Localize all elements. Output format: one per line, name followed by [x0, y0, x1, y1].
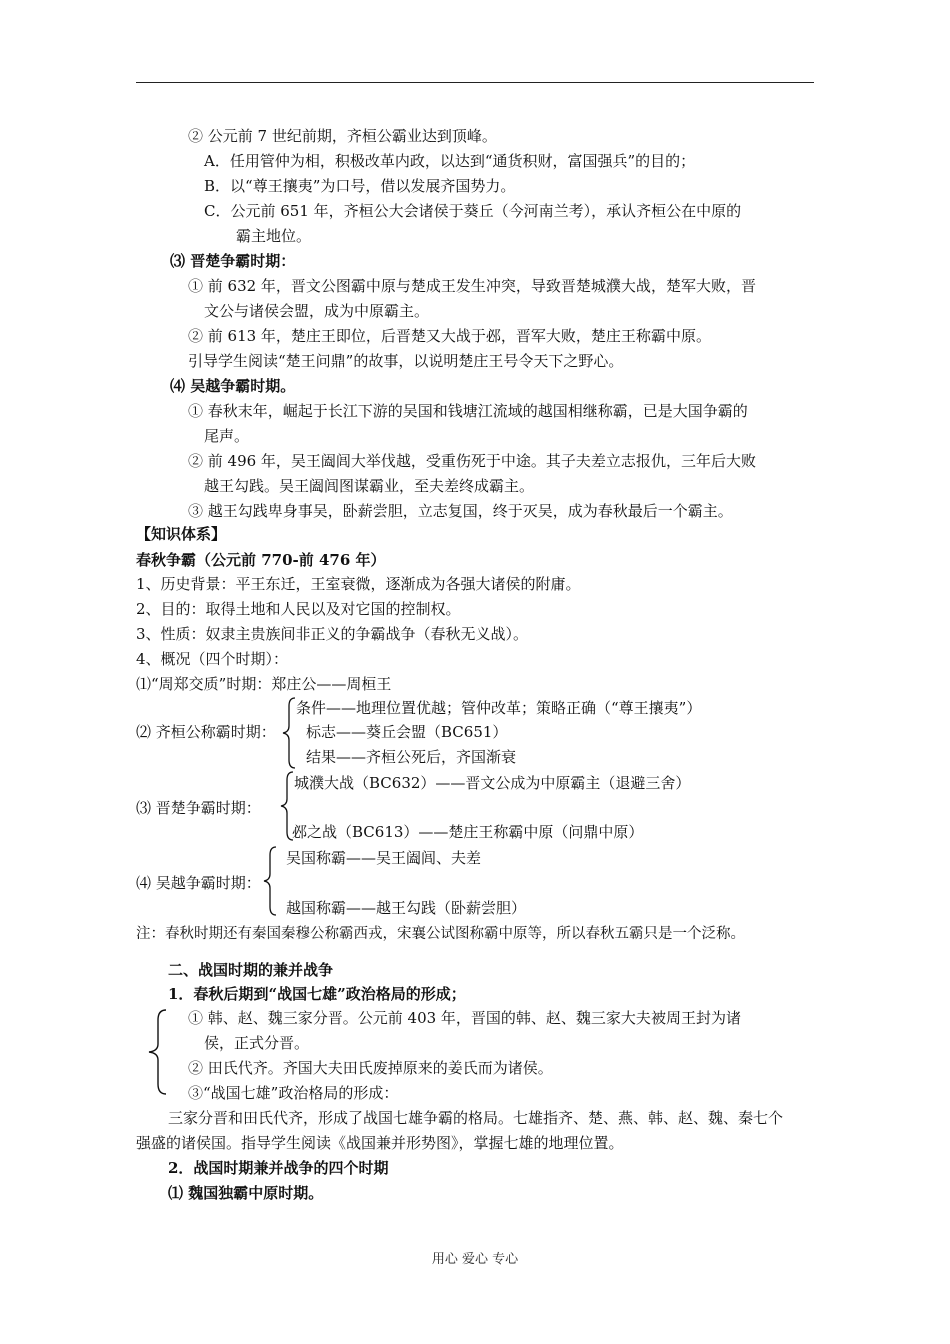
- text-line: 尾声。: [204, 427, 250, 445]
- text-line: 侯，正式分晋。: [204, 1034, 310, 1052]
- text-line: 霸主地位。: [236, 227, 312, 245]
- header-rule: [136, 82, 814, 83]
- text-line: ① 韩、赵、魏三家分晋。公元前 403 年，晋国的韩、赵、魏三家大夫被周王封为诸: [188, 1009, 741, 1027]
- section-heading: ⑴ 魏国独霸中原时期。: [168, 1184, 324, 1202]
- text-line: 城濮大战（BC632）——晋文公成为中原霸主（退避三舍）: [294, 774, 691, 792]
- text-line: C．公元前 651 年，齐桓公大会诸侯于葵丘（今河南兰考），承认齐桓公在中原的: [204, 202, 742, 220]
- text-line: 结果——齐桓公死后，齐国渐衰: [306, 748, 517, 766]
- text-line: ③“战国七雄”政治格局的形成：: [188, 1084, 399, 1102]
- text-line: 越国称霸——越王勾践（卧薪尝胆）: [286, 899, 527, 917]
- section-heading: 【知识体系】: [136, 525, 227, 543]
- text-line: ② 前 613 年，楚庄王即位，后晋楚又大战于邲，晋军大败，楚庄王称霸中原。: [188, 327, 711, 345]
- text-line: 3、性质：奴隶主贵族间非正义的争霸战争（春秋无义战）。: [136, 625, 529, 643]
- section-heading: ⑷ 吴越争霸时期。: [170, 377, 296, 395]
- text-line: 强盛的诸侯国。指导学生阅读《战国兼并形势图》，掌握七雄的地理位置。: [136, 1134, 624, 1152]
- text-line: 邲之战（BC613）——楚庄王称霸中原（问鼎中原）: [292, 823, 644, 841]
- note-line: 注：春秋时期还有秦国秦穆公称霸西戎，宋襄公试图称霸中原等，所以春秋五霸只是一个泛称。: [136, 926, 745, 942]
- text-line: 引导学生阅读“楚王问鼎”的故事，以说明楚庄王号令天下之野心。: [188, 352, 624, 370]
- text-line: 1、历史背景：平王东迁，王室衰微，逐渐成为各强大诸侯的附庸。: [136, 575, 581, 593]
- curly-brace: [281, 696, 297, 770]
- text-line: 条件——地理位置优越；管仲改革；策略正确（“尊王攘夷”）: [296, 699, 702, 717]
- page-footer: 用心 爱心 专心: [431, 1252, 519, 1267]
- text-line: ⑷ 吴越争霸时期：: [136, 874, 261, 892]
- section-heading: 春秋争霸（公元前 770-前 476 年）: [136, 551, 386, 569]
- section-heading: ⑶ 晋楚争霸时期：: [170, 252, 296, 270]
- text-line: ① 春秋末年，崛起于长江下游的吴国和钱塘江流域的越国相继称霸，已是大国争霸的: [188, 402, 748, 420]
- section-heading: 二、战国时期的兼并战争: [168, 961, 334, 979]
- section-heading: 1．春秋后期到“战国七雄”政治格局的形成；: [168, 985, 466, 1003]
- text-line: ② 前 496 年，吴王阖闾大举伐越，受重伤死于中途。其子夫差立志报仇，三年后大败: [188, 452, 756, 470]
- text-line: 4、概况（四个时期）：: [136, 650, 289, 668]
- text-line: 标志——葵丘会盟（BC651）: [306, 723, 508, 741]
- text-line: ⑵ 齐桓公称霸时期：: [136, 723, 276, 741]
- curly-brace: [146, 1008, 168, 1096]
- text-line: 2、目的：取得土地和人民以及对它国的控制权。: [136, 600, 461, 618]
- text-line: 文公与诸侯会盟，成为中原霸主。: [204, 302, 430, 320]
- text-line: ③ 越王勾践卑身事吴，卧薪尝胆，立志复国，终于灭吴，成为春秋最后一个霸主。: [188, 502, 733, 520]
- curly-brace: [262, 845, 278, 917]
- section-heading: 2．战国时期兼并战争的四个时期: [168, 1159, 389, 1177]
- text-line: ⑶ 晋楚争霸时期：: [136, 799, 261, 817]
- text-line: ① 前 632 年，晋文公图霸中原与楚成王发生冲突，导致晋楚城濮大战，楚军大败，晋: [188, 277, 756, 295]
- text-line: ② 公元前 7 世纪前期，齐桓公霸业达到顶峰。: [188, 127, 497, 145]
- text-line: B．以“尊王攘夷”为口号，借以发展齐国势力。: [204, 177, 516, 195]
- text-line: A．任用管仲为相，积极改革内政，以达到“通货积财，富国强兵”的目的；: [204, 152, 696, 170]
- text-line: ② 田氏代齐。齐国大夫田氏废掉原来的姜氏而为诸侯。: [188, 1059, 553, 1077]
- text-line: 三家分晋和田氏代齐，形成了战国七雄争霸的格局。七雄指齐、楚、燕、韩、赵、魏、秦七个: [168, 1109, 784, 1127]
- text-line: ⑴“周郑交质”时期：郑庄公——周桓王: [136, 675, 392, 693]
- text-line: 越王勾践。吴王阖闾图谋霸业，至夫差终成霸主。: [204, 477, 535, 495]
- text-line: 吴国称霸——吴王阖闾、夫差: [286, 849, 482, 867]
